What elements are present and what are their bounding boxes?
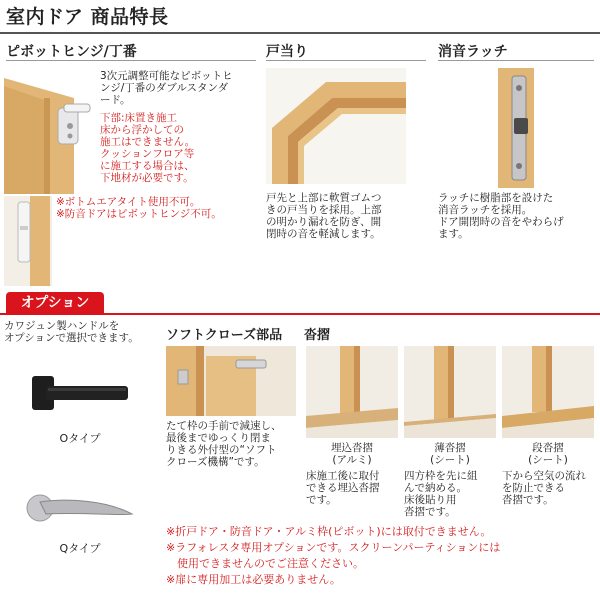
threshold-embedded-photo (306, 346, 398, 438)
option-note-2: ※ラフォレスタ専用オプションです。スクリーンパーティションには (166, 541, 501, 554)
handle-description: カワジュン製ハンドルを オプションで選択できます。 (4, 320, 139, 344)
handle-q-image (26, 490, 136, 526)
threshold-thin-name: 薄沓摺 (シート) (430, 442, 470, 466)
handle-o-label: Oタイプ (59, 432, 101, 445)
threshold-heading: 沓摺 (304, 328, 331, 343)
pivot-warning: 下部:床置き施工 床から浮かしての 施工はできません。 クッションフロア等 に施工する場合は、 下地材が必要です。 (100, 112, 196, 184)
latch-photo (498, 68, 544, 188)
doorstop-description: 戸先と上部に軟質ゴムつ きの戸当りを採用。上部 の明かり漏れを防ぎ、開 閉時の音を軽減します。 (266, 192, 382, 240)
pivot-notes: ※ボトムエアタイト使用不可。 ※防音ドアはピボットヒンジ不可。 (56, 196, 222, 220)
pivot-bottom-photo (4, 196, 52, 286)
threshold-step-photo (502, 346, 594, 438)
threshold-thin-desc: 四方枠を先に組 んで納める。 床後貼り用 沓摺です。 (404, 470, 478, 518)
option-notes (166, 524, 596, 588)
doorstop-heading-line (266, 60, 426, 61)
pivot-heading-line (6, 60, 256, 61)
threshold-embedded-name: 埋込沓摺 (アルミ) (331, 442, 373, 466)
threshold-thin-photo (404, 346, 496, 438)
option-note-1: ※折戸ドア・防音ドア・アルミ枠(ピボット)には取付できません。 (166, 525, 492, 538)
threshold-step-name: 段沓摺 (シート) (528, 442, 568, 466)
threshold-step-desc: 下から空気の流れ を防止できる 沓摺です。 (502, 470, 586, 506)
softclose-description: たて枠の手前で減速し、 最後までゆっくり閉ま りきる外付型の“ソフト クローズ機構”です。 (166, 420, 282, 468)
handle-o-image (30, 372, 130, 414)
option-divider (0, 313, 600, 315)
pivot-hinge-photo (4, 68, 94, 194)
latch-description: ラッチに樹脂部を設けた 消音ラッチを採用。 ドア開閉時の音をやわらげ ます。 (438, 192, 564, 240)
title-divider (0, 32, 600, 34)
doorstop-heading: 戸当り (266, 44, 308, 60)
softclose-photo (166, 346, 296, 416)
latch-heading: 消音ラッチ (438, 44, 508, 60)
option-note-3: 使用できませんのでご注意ください。 (166, 557, 364, 570)
doorstop-photo (266, 68, 406, 184)
page-title: 室内ドア 商品特長 (6, 6, 169, 28)
handle-q-label: Qタイプ (59, 542, 101, 555)
option-note-4: ※扉に専用加工は必要ありません。 (166, 573, 341, 586)
option-tab: オプション (6, 292, 104, 314)
threshold-embedded-desc: 床施工後に取付 できる埋込沓摺 です。 (306, 470, 380, 506)
latch-heading-line (438, 60, 594, 61)
pivot-heading: ピボットヒンジ/丁番 (6, 44, 137, 60)
softclose-heading: ソフトクローズ部品 (166, 328, 283, 343)
pivot-description: 3次元調整可能なピボットヒ ンジ/丁番のダブルスタンダ ード。 (100, 70, 233, 106)
